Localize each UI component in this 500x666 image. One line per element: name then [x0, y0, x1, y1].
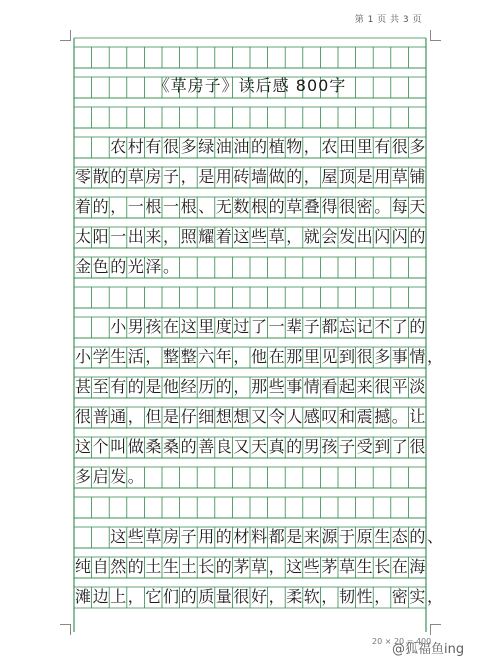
essay-line: 小男孩在这里度过了一辈子都忘记不了的 [110, 316, 427, 336]
essay-line: 金色的光泽。 [75, 256, 181, 276]
essay-line: 太阳一出来，照耀着这些草，就会发出闪闪的 [75, 226, 428, 246]
essay-line: 这个叫做桑桑的善良又天真的男孩子受到了很 [75, 436, 428, 456]
essay-line: 这些草房子用的材料都是来源于原生态的、 [110, 526, 445, 546]
essay-line: 纯自然的土生土长的茅草，这些茅草生长在海 [75, 556, 428, 576]
grid-count-label: 20 × 20 = 400 [372, 637, 432, 646]
essay-line: 小学生活，整整六年，他在那里见到很多事情， [75, 346, 445, 366]
essay-line: 很普通，但是仔细想想又令人感叹和震撼。让 [75, 406, 428, 426]
watermark: @狐福鱼ing [392, 642, 465, 657]
essay-line: 零散的草房子，是用砖墙做的，屋顶是用草铺 [75, 166, 428, 186]
essay-line: 滩边上，它们的质量很好，柔软，韧性，密实， [75, 586, 445, 606]
essay-title: 《草房子》读后感 800字 [153, 76, 347, 95]
essay-line: 多启发。 [75, 466, 146, 486]
page-number-label: 第 1 页 共 3 页 [354, 15, 422, 25]
essay-line: 甚至有的是他经历的，那些事情看起来很平淡 [75, 376, 428, 396]
essay-line: 农村有很多绿油油的植物，农田里有很多 [110, 136, 427, 156]
essay-line: 着的，一根一根、无数根的草叠得很密。每天 [75, 196, 428, 216]
